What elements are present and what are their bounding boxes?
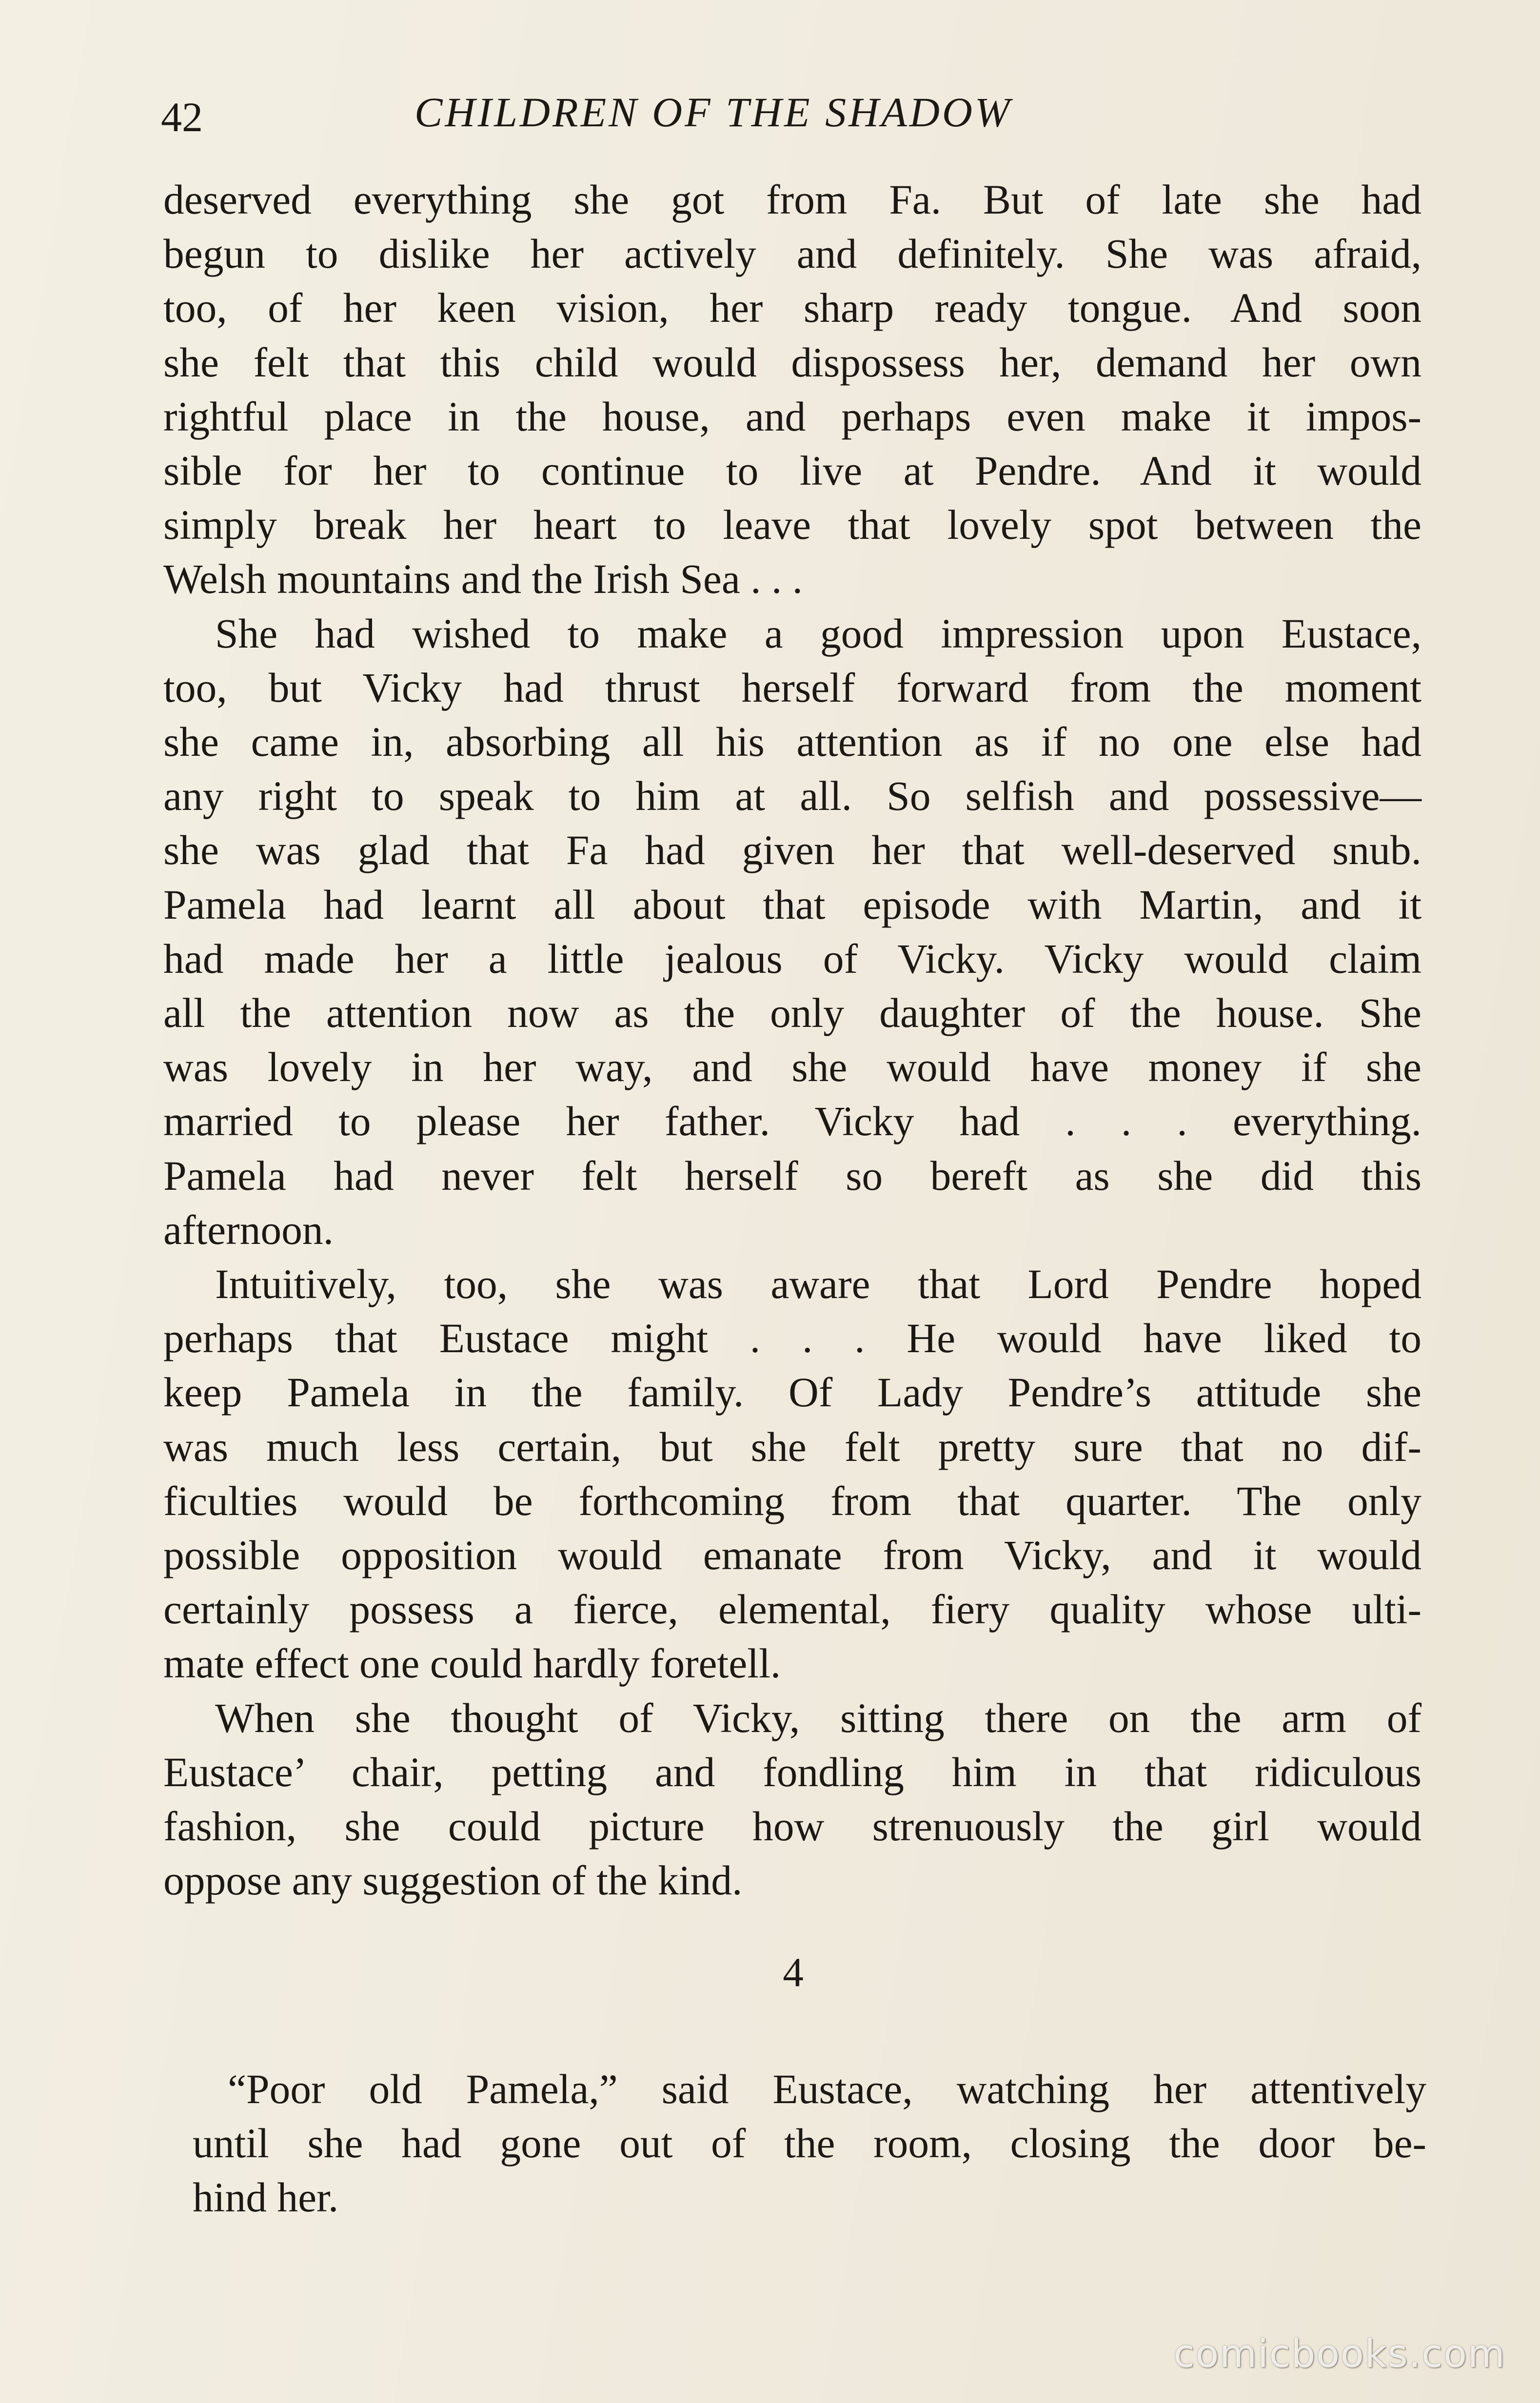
body-text	[163, 173, 1422, 1909]
text-line: had made her a little jealous of Vicky. Vicky would claim	[163, 936, 1422, 982]
page-header	[161, 83, 1419, 146]
text-line: fashion, she could picture how strenuously the girl would	[163, 1804, 1422, 1850]
text-line: Welsh mountains and the Irish Sea . . .	[163, 556, 803, 603]
watermark: comicbooks.com	[1173, 2332, 1506, 2376]
text-line: perhaps that Eustace might . . . He would have liked to	[163, 1316, 1422, 1362]
text-line: possible opposition would emanate from Vicky, and it would	[163, 1533, 1422, 1579]
text-line: When she thought of Vicky, sitting there on the arm of	[215, 1695, 1422, 1741]
page-number: 42	[161, 94, 203, 140]
text-line: mate effect one could hardly foretell.	[163, 1641, 781, 1687]
text-line: married to please her father. Vicky had . . . everything.	[163, 1099, 1422, 1145]
paragraph-5	[193, 2063, 1426, 2226]
paragraph-3	[163, 1258, 1422, 1692]
text-line: was lovely in her way, and she would have money if she	[163, 1044, 1422, 1091]
text-line: ficulties would be forthcoming from that quarter. The only	[163, 1478, 1422, 1524]
paragraph-2	[163, 607, 1422, 1258]
text-line: until she had gone out of the room, closing the door be-	[193, 2121, 1426, 2167]
text-line: was much less certain, but she felt pretty sure that no dif-	[163, 1424, 1422, 1470]
text-line: she felt that this child would dispossess her, demand her own	[163, 339, 1422, 386]
text-line: oppose any suggestion of the kind.	[163, 1858, 743, 1904]
paragraph-1	[163, 173, 1422, 607]
paragraph-4	[163, 1692, 1422, 1909]
text-line: too, but Vicky had thrust herself forward from the moment	[163, 665, 1422, 711]
text-line: she came in, absorbing all his attention as if no one else had	[163, 719, 1422, 766]
text-line: Eustace’ chair, petting and fondling him in that ridiculous	[163, 1749, 1422, 1795]
text-line: sible for her to continue to live at Pendre. And it would	[163, 448, 1422, 494]
text-line: deserved everything she got from Fa. But of late she had	[163, 177, 1422, 223]
text-line: “Poor old Pamela,” said Eustace, watching her attentively	[228, 2067, 1426, 2112]
running-title: CHILDREN OF THE SHADOW	[415, 89, 1012, 136]
text-line: begun to dislike her actively and definitely. She was afraid,	[163, 231, 1422, 277]
text-line: afternoon.	[163, 1207, 334, 1253]
section-number: 4	[783, 1950, 804, 1995]
text-line: hind her.	[193, 2175, 339, 2221]
text-line: too, of her keen vision, her sharp ready tongue. And soon	[163, 285, 1422, 332]
text-line: simply break her heart to leave that lovely spot between the	[163, 502, 1422, 549]
text-line: Pamela had learnt all about that episode with Martin, and it	[163, 882, 1422, 928]
text-line: rightful place in the house, and perhaps even make it impos-	[163, 394, 1422, 440]
text-line: all the attention now as the only daughter of the house. She	[163, 990, 1422, 1037]
text-line: certainly possess a fierce, elemental, fiery quality whose ulti-	[163, 1587, 1422, 1633]
text-line: she was glad that Fa had given her that well-deserved snub.	[163, 827, 1422, 874]
text-line: She had wished to make a good impression upon Eustace,	[215, 611, 1422, 657]
body-text-after-section	[193, 2063, 1426, 2226]
text-line: Pamela had never felt herself so bereft as she did this	[163, 1153, 1422, 1199]
text-line: Intuitively, too, she was aware that Lord Pendre hoped	[215, 1261, 1422, 1308]
text-line: keep Pamela in the family. Of Lady Pendre’s attitude she	[163, 1370, 1422, 1416]
text-line: any right to speak to him at all. So selfish and possessive—	[163, 773, 1422, 820]
